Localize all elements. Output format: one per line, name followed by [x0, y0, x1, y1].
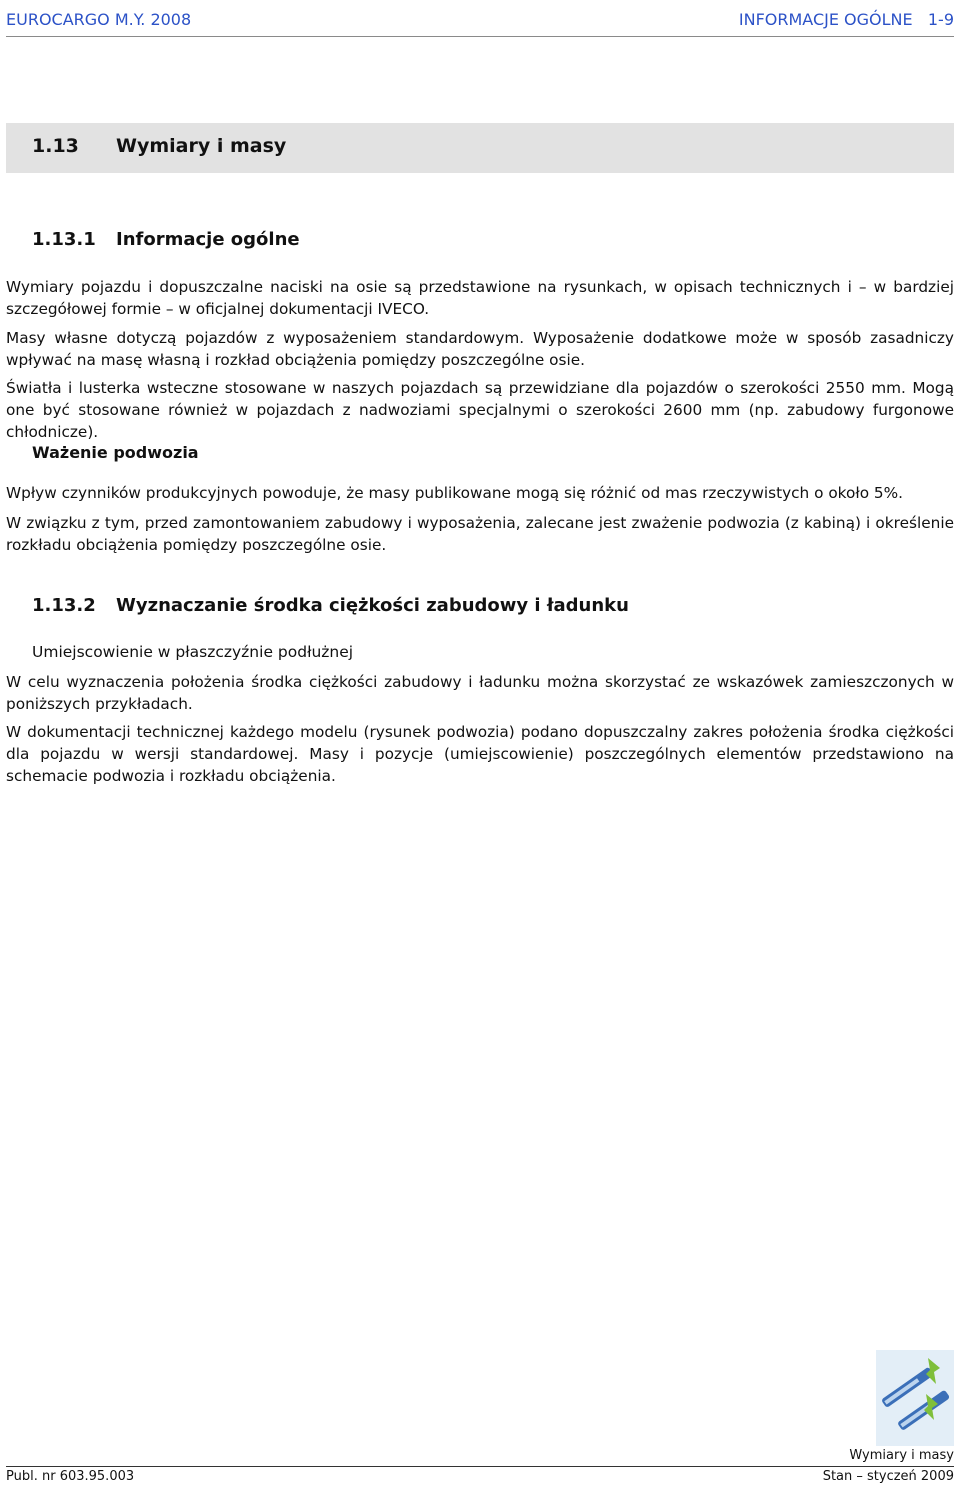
section-title: Wymiary i masy [116, 135, 287, 157]
subsection-2-number: 1.13.2 [32, 595, 96, 616]
subsection-2-title: Wyznaczanie środka ciężkości zabudowy i ładunku [116, 595, 629, 616]
subsection-1-title: Informacje ogólne [116, 229, 300, 250]
wrench-icon [876, 1350, 954, 1446]
header-chapter: INFORMACJE OGÓLNE 1-9 [738, 10, 954, 29]
paragraph: Wpływ czynników produkcyjnych powoduje, że masy publikowane mogą się różnić od mas rzeczywistych o około 5%. [6, 484, 904, 502]
footer-divider [6, 1466, 954, 1467]
paragraph: Masy własne dotyczą pojazdów z wyposażeniem standardowym. Wyposażenie dodatkowe może w sposób zasadniczy wpływać na masę własną i rozkład obciążenia pomiędzy poszczególne osie. [6, 329, 954, 369]
section-heading [6, 123, 954, 173]
footer-publication: Publ. nr 603.95.003 [6, 1469, 135, 1484]
subsection-1-number: 1.13.1 [32, 229, 96, 250]
weighing-heading: Ważenie podwozia [32, 443, 199, 462]
header-doc-title: EUROCARGO M.Y. 2008 [6, 10, 192, 29]
subheading: Umiejscowienie w płaszczyźnie podłużnej [32, 643, 354, 661]
paragraph: W dokumentacji technicznej każdego modelu (rysunek podwozia) podano dopuszczalny zakres położenia środka ciężkości dla pojazdu w wersji standardowej. Masy i pozycje (umiejscowienie) poszczególnych elementów przedstawiono na schemacie podwozia i rozkładu obciążenia. [6, 723, 954, 785]
paragraph: W związku z tym, przed zamontowaniem zabudowy i wyposażenia, zalecane jest zważenie podwozia (z kabiną) i określenie rozkładu obciążenia pomiędzy poszczególne osie. [6, 514, 954, 554]
section-number: 1.13 [32, 135, 79, 157]
footer-section-label: Wymiary i masy [849, 1448, 954, 1463]
paragraph: Wymiary pojazdu i dopuszczalne naciski na osie są przedstawione na rysunkach, w opisach technicznych i – w bardziej szczegółowej formie – w oficjalnej dokumentacji IVECO. [6, 278, 954, 318]
subsection-1-heading [32, 229, 300, 250]
paragraph: Światła i lusterka wsteczne stosowane w naszych pojazdach są przewidziane dla pojazdów o szerokości 2550 mm. Mogą one być stosowane również w pojazdach z nadwoziami specjalnymi o szerokości 2600 mm (np. zabudowy furgonowe chłodnicze). [6, 379, 954, 441]
page-header [6, 6, 954, 37]
footer-status: Stan – styczeń 2009 [822, 1469, 954, 1484]
paragraph: W celu wyznaczenia położenia środka ciężkości zabudowy i ładunku można skorzystać ze wskazówek zamieszczonych w poniższych przykładach. [6, 673, 954, 713]
subsection-2-heading [32, 595, 629, 616]
